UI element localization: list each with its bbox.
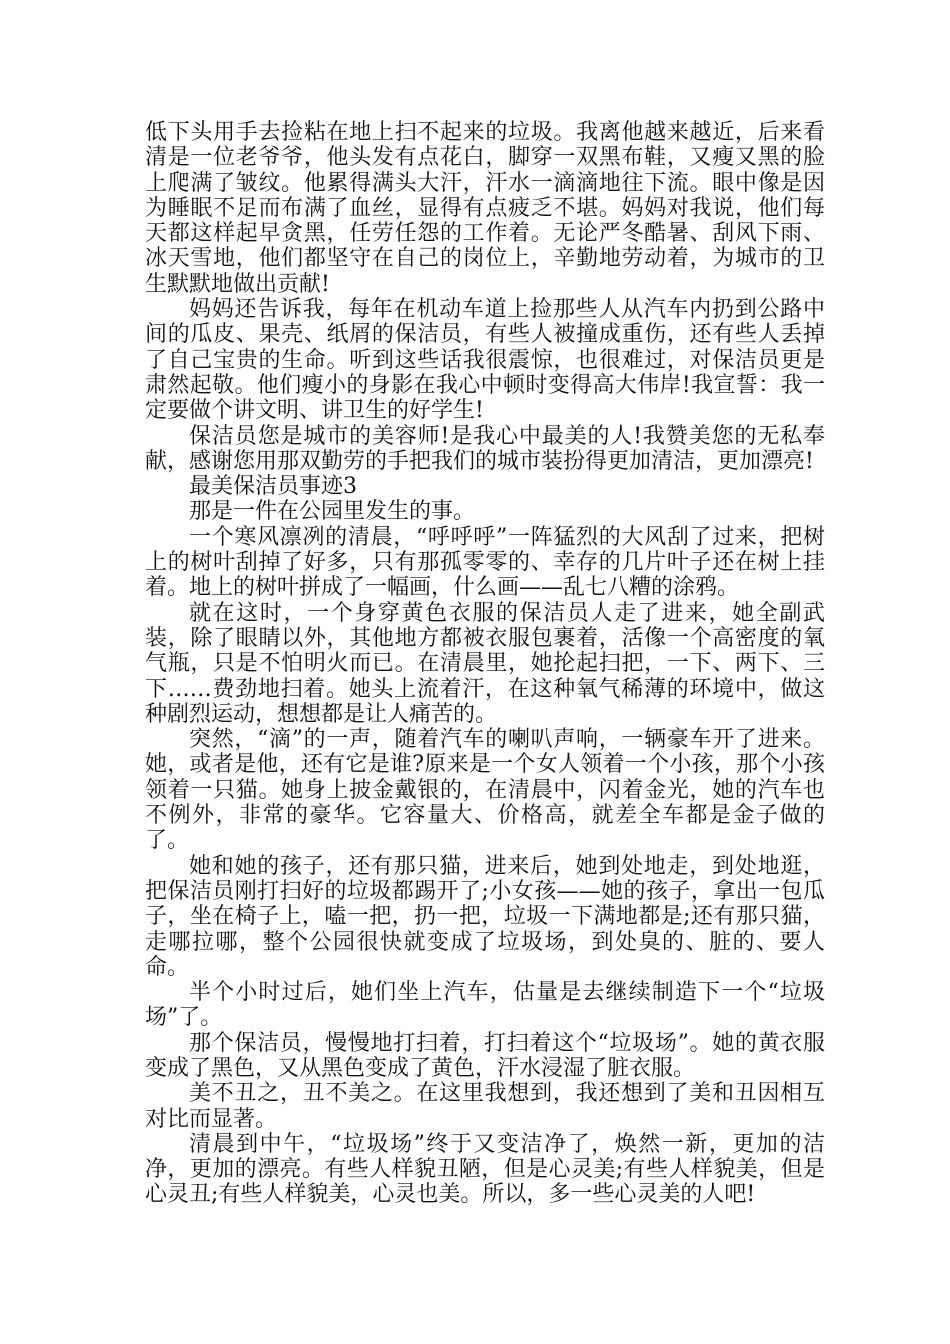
paragraph-3: 保洁员您是城市的美容师!是我心中最美的人!我赞美您的无私奉献，感谢您用那双勤劳的手把我们的城市装扮得更加清洁，更加漂亮! [145, 423, 825, 474]
paragraph-12: 美不丑之，丑不美之。在这里我想到，我还想到了美和丑因相互对比而显著。 [145, 1081, 825, 1132]
document-page [145, 120, 825, 1208]
paragraph-8: 突然，“滴”的一声，随着汽车的喇叭声响，一辆豪车开了进来。她，或者是他，还有它是谁?原来是一个女人领着一个小孩，那个小孩领着一只猫。她身上披金戴银的，在清晨中，闪着金光，她的汽车也不例外，非常的豪华。它容量大、价格高，就差全车都是金子做的了。 [145, 727, 825, 854]
paragraph-13: 清晨到中午，“垃圾场”终于又变洁净了，焕然一新，更加的洁净，更加的漂亮。有些人样貌丑陋，但是心灵美;有些人样貌美，但是心灵丑;有些人样貌美，心灵也美。所以，多一些心灵美的人吧! [145, 1131, 825, 1208]
section-heading: 最美保洁员事迹3 [189, 474, 357, 500]
paragraph-1: 低下头用手去捡粘在地上扫不起来的垃圾。我离他越来越近，后来看清是一位老爷爷，他头发有点花白，脚穿一双黑布鞋，又瘦又黑的脸上爬满了皱纹。他累得满头大汗，汗水一滴滴地往下流。眼中像是因为睡眠不足而布满了血丝，显得有点疲乏不堪。妈妈对我说，他们每天都这样起早贪黑，任劳任怨的工作着。无论严冬酷暑、刮风下雨、冰天雪地，他们都坚守在自己的岗位上，辛勤地劳动着，为城市的卫生默默地做出贡献! [145, 120, 825, 297]
paragraph-10: 半个小时过后，她们坐上汽车，估量是去继续制造下一个“垃圾场”了。 [145, 980, 825, 1031]
paragraph-7: 就在这时，一个身穿黄色衣服的保洁员人走了进来，她全副武装，除了眼睛以外，其他地方都被衣服包裹着，活像一个高密度的氧气瓶，只是不怕明火而已。在清晨里，她抡起扫把，一下、两下、三下……费劲地扫着。她头上流着汗，在这种氧气稀薄的环境中，做这种剧烈运动，想想都是让人痛苦的。 [145, 600, 825, 727]
paragraph-11: 那个保洁员，慢慢地打扫着，打扫着这个“垃圾场”。她的黄衣服变成了黑色，又从黑色变成了黄色，汗水浸湿了脏衣服。 [145, 1030, 825, 1081]
paragraph-5: 那是一件在公园里发生的事。 [189, 499, 476, 525]
paragraph-2: 妈妈还告诉我，每年在机动车道上捡那些人从汽车内扔到公路中间的瓜皮、果壳、纸屑的保洁员，有些人被撞成重伤，还有些人丢掉了自己宝贵的生命。听到这些话我很震惊，也很难过，对保洁员更是肃然起敬。他们瘦小的身影在我心中顿时变得高大伟岸!我宣誓：我一定要做个讲文明、讲卫生的好学生! [145, 297, 825, 424]
paragraph-9: 她和她的孩子，还有那只猫，进来后，她到处地走，到处地逛，把保洁员刚打扫好的垃圾都踢开了;小女孩——她的孩子，拿出一包瓜子，坐在椅子上，嗑一把，扔一把，垃圾一下满地都是;还有那只猫，走哪拉哪，整个公园很快就变成了垃圾场，到处臭的、脏的、要人命。 [145, 853, 825, 980]
paragraph-6: 一个寒风凛冽的清晨，“呼呼呼”一阵猛烈的大风刮了过来，把树上的树叶刮掉了好多，只有那孤零零的、幸存的几片叶子还在树上挂着。地上的树叶拼成了一幅画，什么画——乱七八糟的涂鸦。 [145, 524, 825, 601]
